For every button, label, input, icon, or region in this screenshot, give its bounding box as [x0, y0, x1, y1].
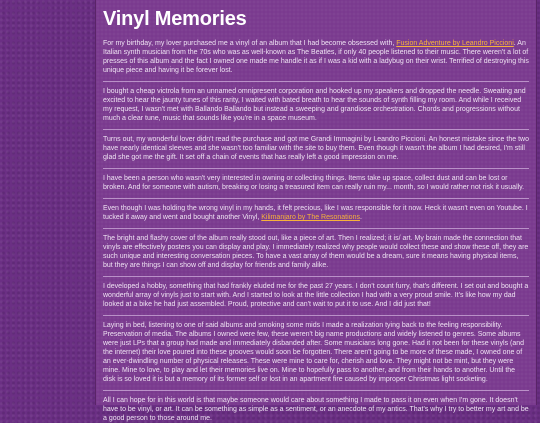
paragraph-block [103, 396, 529, 423]
paragraph-text: For my birthday, my lover purchased me a vinyl of an album that I had become obsessed with, [103, 40, 397, 47]
album-link[interactable]: Kilimanjaro by The Resonations [261, 214, 360, 221]
paragraph [103, 87, 529, 123]
paragraph [103, 174, 529, 192]
divider [103, 390, 529, 391]
album-link[interactable]: Fusion Adventure by Leandro Piccioni [396, 40, 514, 47]
paragraph [103, 135, 529, 162]
paragraph-text: Laying in bed, listening to one of said albums and smoking some mids I made a realization tying back to the feeling responsibility. Preservation of media. The albums I owned were few, these weren't big name productions and widely listened to genres. Some albums were just LPs that a group had made and immediately disbanded after. Some musicians long gone. Had it not been for these vinyls (and the internet) their love poured into these grooves would soon be forgotten. There aren't going to be more of these made, I owned one of an ever-dwindling number of physical releases. These were mine to care for, cherish and love. They might not be mint, but they were mine. Mine to love, to play and let their memories live on. Mine to hopefully pass to another, and from their hands to another. Until the disk is so loved it is but a memory of its former self or lost in an apartment fire caused by improper Christmas light socketing. [103, 322, 525, 383]
paragraph [103, 39, 529, 75]
paragraph-block [103, 234, 529, 270]
divider [103, 198, 529, 199]
paragraph-text: . [359, 214, 362, 221]
divider [103, 276, 529, 277]
paragraph-block [103, 39, 529, 75]
divider [103, 168, 529, 169]
paragraph-text: I bought a cheap victrola from an unnamed omnipresent corporation and hooked up my speakers and dropped the needle. Sweating and excited to hear the jaunty tunes of this rarity, I waited with bated breath to hear the sounds of synth filling my room. And while I received my request, I wasn't met with Ballando Ballando but instead a sweeping and grandiose orchestration. Chords and progressions without much a clear tune, music that sounds like you're in a space museum. [103, 88, 526, 122]
paragraph [103, 321, 529, 384]
paragraph [103, 396, 529, 423]
paragraph-text: The bright and flashy cover of the album really stood out, like a piece of art. Then I realized; it is/ art. My brain made the connection that vinyls are effectively posters you can display and play. I immediately realized why people would collect these and show these off, they are such unique and interesting conversation pieces. To have a vast array of them would be a dream, sure it means having physical items, but they are things I can show off and display for friends and family alike. [103, 235, 529, 269]
paragraph-text: I have been a person who wasn't very interested in owning or collecting things. Items take up space, collect dust and can be lost or broken. And for someone with autism, breaking or losing a treasured item can really ruin my... month, so I would rather not risk it usually. [103, 175, 525, 191]
paragraph-block [103, 135, 529, 162]
divider [103, 228, 529, 229]
paragraph-text: . An Italian synth musician from the 70s who was as well-known as The Beatles, if only 40 people listened to their music. There weren't a lot of presses of this album and the fact I owned one made me handle it as if I was a kid with a ladybug on their wrist. Terrified of destroying this unique piece and having it be forever lost. [103, 40, 529, 74]
divider [103, 129, 529, 130]
paragraph-text: All I can hope for in this world is that maybe someone would care about something I made to pass it on even when I'm gone. It doesn't have to be vinyl, or art. It can be something as simple as a sentiment, or an anecdote of my antics. That's why I try to better my art and be a good person to those around me. [103, 397, 529, 422]
paragraph-text: Even though I was holding the wrong vinyl in my hands, it felt precious, like I was responsible for it now. Heck it wasn't even on Youtube. I tucked it away and went and bought another Vinyl, [103, 205, 528, 221]
page-title: Vinyl Memories [103, 8, 247, 30]
content-panel [95, 0, 537, 422]
paragraph-text: Turns out, my wonderful lover didn't read the purchase and got me Grandi Immagini by Leandro Piccioni. An honest mistake since the two have nearly identical sleeves and she wasn't too familiar with the site to buy them. Even though it wasn't the album I had desired, I'm still glad she got me the gift. It set off a chain of events that has really left a good impression on me. [103, 136, 529, 161]
paragraph [103, 282, 529, 309]
paragraph-block [103, 321, 529, 384]
paragraph-block [103, 174, 529, 192]
divider [103, 81, 529, 82]
paragraph-list [103, 39, 529, 423]
paragraph [103, 204, 529, 222]
article [96, 0, 536, 423]
paragraph-block [103, 282, 529, 309]
paragraph [103, 234, 529, 270]
paragraph-text: I developed a hobby, something that had frankly eluded me for the past 27 years. I don't count furry, that's different. I set out and bought a wonderful array of vinyls just to start with. And I started to look at the little collection I had with a very proud smile. It's like how my dad looked at a bike he had just assembled. Proud, protective and can't wait to put it to use. And I did just that! [103, 283, 529, 308]
paragraph-block [103, 204, 529, 222]
divider [103, 315, 529, 316]
paragraph-block [103, 87, 529, 123]
